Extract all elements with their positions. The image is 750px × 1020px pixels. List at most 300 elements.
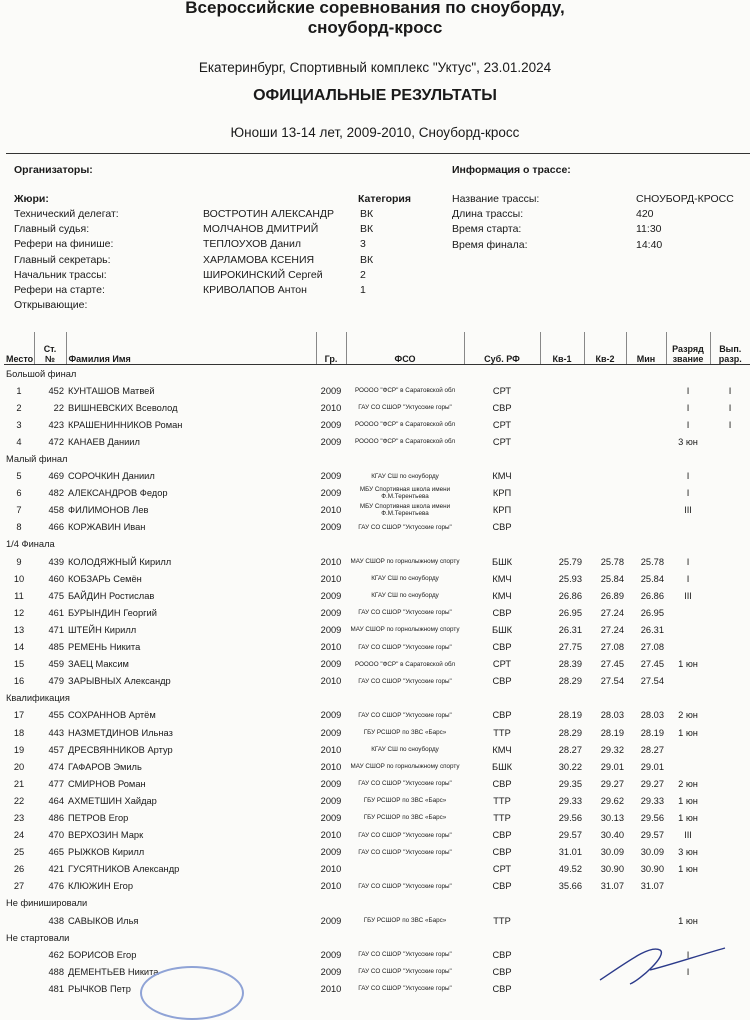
cell-bib: 474 — [48, 761, 64, 772]
cell-rank: I — [686, 419, 690, 430]
cell-name: ВЕРХОЗИН Марк — [68, 830, 144, 841]
track-label: Время финала: — [452, 238, 528, 251]
cell-rank: I — [686, 402, 690, 413]
cell-fso: ГАУ СО СШОР "Уктусские горы" — [358, 523, 452, 531]
cell-q1 — [540, 433, 584, 450]
jury-cat: ВК — [360, 253, 374, 266]
cell-min: 26.31 — [640, 624, 664, 635]
cell-q1: 29.57 — [558, 830, 582, 841]
cell-q1 — [540, 485, 584, 502]
cell-reg: СВР — [492, 949, 512, 960]
cell-name: ДЕМЕНТЬЕВ Никита — [68, 966, 159, 977]
cell-fso: РОООО "ФСР" в Саратовской обл — [354, 660, 456, 668]
cell-bib: 479 — [48, 676, 64, 687]
cell-bib: 470 — [48, 830, 64, 841]
cell-done — [710, 604, 750, 621]
cell-rank — [666, 758, 710, 775]
cell-bib: 438 — [48, 915, 64, 926]
cell-done — [710, 775, 750, 792]
cell-place: 6 — [16, 488, 22, 499]
track-label: Название трассы: — [452, 193, 540, 205]
jury-cat: ВК — [360, 223, 374, 236]
cell-done — [710, 861, 750, 878]
col-name: Фамилия Имя — [66, 332, 316, 365]
cell-year: 2010 — [320, 830, 342, 841]
table-header-row — [4, 332, 750, 365]
cell-bib: 481 — [48, 983, 64, 994]
cell-q1: 28.29 — [558, 727, 582, 738]
cell-place — [4, 963, 34, 980]
jury-label: Жюри: — [14, 193, 49, 205]
cell-q2: 27.08 — [600, 642, 624, 653]
cell-min: 29.01 — [640, 761, 664, 772]
cell-q1: 28.19 — [558, 710, 582, 721]
cell-reg: СВР — [492, 642, 512, 653]
cell-rank: 3 юн — [678, 847, 698, 858]
cell-place: 10 — [13, 573, 25, 584]
cell-q1: 30.22 — [558, 761, 582, 772]
cell-q1: 31.01 — [558, 847, 582, 858]
title-line-2: сноуборд-кросс — [307, 18, 443, 37]
cell-place: 9 — [16, 556, 22, 567]
cell-q1: 27.75 — [558, 642, 582, 653]
table-row — [4, 399, 750, 416]
cell-fso: ГАУ СО СШОР "Уктусские горы" — [358, 404, 452, 412]
section-title: Большой финал — [6, 368, 77, 379]
cell-name: ДРЕСВЯННИКОВ Артур — [68, 744, 173, 755]
cell-q1: 29.35 — [558, 778, 582, 789]
cell-place: 27 — [13, 881, 25, 892]
cell-name: КРАШЕНИННИКОВ Роман — [68, 419, 183, 430]
cell-year: 2009 — [320, 915, 342, 926]
table-row — [4, 468, 750, 485]
cell-done — [710, 587, 750, 604]
cell-rank: 1 юн — [678, 727, 698, 738]
cell-name: БОРИСОВ Егор — [68, 949, 137, 960]
cell-reg: СВР — [492, 966, 512, 977]
results-table — [4, 332, 750, 997]
cell-bib: 455 — [48, 710, 64, 721]
cell-name: КЛЮЖИН Егор — [68, 881, 133, 892]
cell-rank: III — [684, 590, 692, 601]
cell-min: 28.03 — [640, 710, 664, 721]
cell-q2 — [584, 912, 626, 929]
cell-fso: ГАУ СО СШОР "Уктусские горы" — [358, 968, 452, 976]
cell-year: 2010 — [320, 761, 342, 772]
cell-q2: 31.07 — [600, 881, 624, 892]
cell-q1: 29.56 — [558, 812, 582, 823]
cell-rank: I — [686, 488, 690, 499]
cell-min: 29.56 — [640, 812, 664, 823]
table-row — [4, 861, 750, 878]
cell-fso: ГАУ СО СШОР "Уктусские горы" — [358, 609, 452, 617]
cell-year: 2009 — [320, 522, 342, 533]
cell-reg: СВР — [492, 830, 512, 841]
cell-place: 5 — [16, 471, 22, 482]
track-value: 420 — [636, 208, 654, 221]
cell-bib: 466 — [48, 522, 64, 533]
jury-name: ТЕПЛОУХОВ Данил — [203, 238, 301, 251]
table-row — [4, 485, 750, 502]
cell-reg: ТТР — [493, 915, 511, 926]
cell-place: 8 — [16, 522, 22, 533]
cell-reg: СВР — [492, 983, 512, 994]
cell-fso: ГБУ РСШОР по ЗВС «Барс» — [363, 917, 447, 925]
cell-fso: ГАУ СО СШОР "Уктусские горы" — [358, 780, 452, 788]
cell-reg: СВР — [492, 522, 512, 533]
cell-reg: ТТР — [493, 795, 511, 806]
jury-name: ШИРОКИНСКИЙ Сергей — [203, 268, 323, 281]
jury-name: ХАРЛАМОВА КСЕНИЯ — [203, 253, 315, 266]
cell-done — [710, 827, 750, 844]
cell-fso: МБУ Спортивная школа имени Ф.М.Терентьева — [359, 486, 451, 501]
cell-place: 12 — [13, 607, 25, 618]
cell-q2: 27.54 — [600, 676, 624, 687]
cell-bib: 421 — [48, 864, 64, 875]
cell-bib: 458 — [48, 505, 64, 516]
cell-q1: 28.39 — [558, 659, 582, 670]
cell-done — [710, 553, 750, 570]
cell-rank — [666, 621, 710, 638]
cell-done: I — [728, 385, 732, 396]
section-header — [4, 365, 750, 383]
cell-year: 2010 — [320, 505, 342, 516]
cell-min: 29.33 — [640, 795, 664, 806]
cell-q1 — [540, 382, 584, 399]
title-line-1: Всероссийские соревнования по сноуборду, — [185, 0, 565, 17]
cell-bib: 452 — [48, 385, 64, 396]
cell-q2: 29.01 — [600, 761, 624, 772]
col-bib: Ст. № — [34, 332, 66, 365]
table-row — [4, 639, 750, 656]
official-results-heading: ОФИЦИАЛЬНЫЕ РЕЗУЛЬТАТЫ — [253, 87, 497, 104]
table-row — [4, 673, 750, 690]
cell-fso: РОООО "ФСР" в Саратовской обл — [354, 438, 456, 446]
table-row — [4, 809, 750, 826]
cell-place: 14 — [13, 642, 25, 653]
cell-done — [710, 502, 750, 519]
cell-rank: 1 юн — [678, 915, 698, 926]
cell-fso: МАУ СШОР по горнолыжному спорту — [350, 558, 460, 566]
cell-place: 7 — [16, 505, 22, 516]
cell-rank — [666, 639, 710, 656]
cell-min — [626, 502, 666, 519]
cell-year: 2010 — [320, 983, 342, 994]
signature — [590, 940, 730, 988]
cell-q1 — [540, 416, 584, 433]
cell-fso: ГАУ СО СШОР "Уктусские горы" — [358, 985, 452, 993]
cell-q2: 25.84 — [600, 573, 624, 584]
cell-q2: 29.27 — [600, 778, 624, 789]
cell-min — [626, 468, 666, 485]
cell-q2: 30.90 — [600, 864, 624, 875]
cell-name: БУРЫНДИН Георгий — [68, 607, 157, 618]
cell-reg: БШК — [491, 761, 513, 772]
cell-done — [710, 656, 750, 673]
table-row — [4, 758, 750, 775]
section-header — [4, 895, 750, 912]
cell-place: 26 — [13, 864, 25, 875]
cell-year: 2009 — [320, 624, 342, 635]
cell-rank: I — [686, 471, 690, 482]
cell-name: АЛЕКСАНДРОВ Федор — [68, 488, 168, 499]
cell-done — [710, 912, 750, 929]
cell-q1: 26.31 — [558, 624, 582, 635]
cell-rank: 1 юн — [678, 812, 698, 823]
cell-year: 2010 — [320, 744, 342, 755]
cell-min: 28.27 — [640, 744, 664, 755]
cell-reg: СРТ — [492, 385, 512, 396]
cell-bib: 22 — [53, 402, 64, 413]
cell-name: РЕМЕНЬ Никита — [68, 642, 141, 653]
cell-fso — [346, 861, 464, 878]
cell-year: 2009 — [320, 590, 342, 601]
cell-name: САВЫКОВ Илья — [68, 915, 139, 926]
cell-bib: 485 — [48, 642, 64, 653]
cell-q2 — [584, 433, 626, 450]
cell-fso: МБУ Спортивная школа имени Ф.М.Терентьева — [359, 503, 451, 518]
cell-fso: КГАУ СШ по сноуборду — [371, 575, 439, 583]
cell-q1 — [540, 963, 584, 980]
cell-bib: 471 — [48, 624, 64, 635]
cell-q2: 27.45 — [600, 659, 624, 670]
cell-q2: 26.89 — [600, 590, 624, 601]
jury-role: Рефери на финише: — [14, 238, 114, 251]
cell-fso: ГАУ СО СШОР "Уктусские горы" — [358, 951, 452, 959]
cell-name: СОРОЧКИН Даниил — [68, 471, 155, 482]
cell-fso: ГБУ РСШОР по ЗВС «Барс» — [363, 814, 447, 822]
jury-name: КРИВОЛАПОВ Антон — [203, 284, 307, 296]
cell-place: 3 — [16, 419, 22, 430]
cell-fso: ГАУ СО СШОР "Уктусские горы" — [358, 882, 452, 890]
cell-bib: 459 — [48, 659, 64, 670]
cell-year: 2009 — [320, 847, 342, 858]
jury-name: МОЛЧАНОВ ДМИТРИЙ — [203, 223, 319, 236]
cell-q1: 25.93 — [558, 573, 582, 584]
cell-place: 21 — [13, 778, 25, 789]
cell-q2: 25.78 — [600, 556, 624, 567]
cell-q1: 49.52 — [558, 864, 582, 875]
jury-cat: 1 — [360, 284, 366, 296]
cell-year: 2009 — [320, 812, 342, 823]
cell-year: 2009 — [320, 949, 342, 960]
cell-q2: 28.03 — [600, 710, 624, 721]
cell-place: 2 — [16, 402, 22, 413]
cell-name: КОРЖАВИН Иван — [68, 522, 146, 533]
jury-role: Технический делегат: — [14, 208, 119, 220]
official-stamp — [140, 966, 244, 1020]
cell-q2: 30.40 — [600, 830, 624, 841]
cell-rank: 2 юн — [678, 778, 698, 789]
cell-rank — [666, 673, 710, 690]
cell-rank: III — [684, 505, 692, 516]
cell-rank — [666, 519, 710, 536]
cell-name: ШТЕЙН Кирилл — [68, 624, 137, 635]
cell-year: 2009 — [320, 727, 342, 738]
cell-bib: 443 — [48, 727, 64, 738]
cell-reg: КМЧ — [492, 590, 512, 601]
cell-min: 27.08 — [640, 642, 664, 653]
table-row — [4, 570, 750, 587]
cell-year: 2009 — [320, 659, 342, 670]
col-region: Суб. РФ — [464, 332, 540, 365]
col-min: Мин — [626, 332, 666, 365]
col-q1: Кв-1 — [540, 332, 584, 365]
cell-rank — [666, 604, 710, 621]
cell-year: 2010 — [320, 864, 342, 875]
cell-min — [626, 399, 666, 416]
cell-year: 2010 — [320, 556, 342, 567]
cell-name: КАНАЕВ Даниил — [68, 436, 140, 447]
cell-rank: 1 юн — [678, 795, 698, 806]
table-row — [4, 827, 750, 844]
cell-q2: 29.32 — [600, 744, 624, 755]
cell-q2 — [584, 382, 626, 399]
table-row — [4, 553, 750, 570]
cell-q2: 30.13 — [600, 812, 624, 823]
cell-q1 — [540, 519, 584, 536]
cell-q1: 29.33 — [558, 795, 582, 806]
cell-name: АХМЕТШИН Хайдар — [68, 795, 157, 806]
cell-year: 2009 — [320, 607, 342, 618]
cell-fso: ГБУ РСШОР по ЗВС «Барс» — [363, 729, 447, 737]
cell-bib: 472 — [48, 436, 64, 447]
cell-reg: КРП — [492, 488, 512, 499]
table-row — [4, 587, 750, 604]
cell-min — [626, 912, 666, 929]
cell-done — [710, 433, 750, 450]
cell-fso: РОООО "ФСР" в Саратовской обл — [354, 387, 456, 395]
cell-reg: СРТ — [492, 659, 512, 670]
cell-done — [710, 468, 750, 485]
cell-name: ВИШНЕВСКИХ Всеволод — [68, 402, 178, 413]
cell-year: 2009 — [320, 778, 342, 789]
section-title: 1/4 Финала — [6, 539, 55, 550]
section-header — [4, 450, 750, 467]
cell-rank — [666, 741, 710, 758]
cell-fso: ГАУ СО СШОР "Уктусские горы" — [358, 848, 452, 856]
cell-q2: 30.09 — [600, 847, 624, 858]
cell-bib: 475 — [48, 590, 64, 601]
cell-bib: 439 — [48, 556, 64, 567]
venue-date: Екатеринбург, Спортивный комплекс "Уктус", 23.01.2024 — [198, 60, 552, 75]
cell-rank: 1 юн — [678, 659, 698, 670]
cell-reg: КМЧ — [492, 573, 512, 584]
cell-done — [710, 485, 750, 502]
cell-place: 19 — [13, 744, 25, 755]
cell-fso: КГАУ СШ по сноуборду — [371, 472, 439, 480]
cell-place: 22 — [13, 795, 25, 806]
cell-bib: 486 — [48, 812, 64, 823]
cell-name: КОБЗАРЬ Семён — [68, 573, 142, 584]
cell-reg: ТТР — [493, 727, 511, 738]
cell-done: I — [728, 419, 732, 430]
cell-fso: ГАУ СО СШОР "Уктусские горы" — [358, 677, 452, 685]
cell-place — [4, 912, 34, 929]
cell-reg: СВР — [492, 607, 512, 618]
cell-rank: I — [686, 385, 690, 396]
cell-reg: СВР — [492, 847, 512, 858]
cell-reg: КМЧ — [492, 471, 512, 482]
cell-rank: 2 юн — [678, 710, 698, 721]
jury-cat: 3 — [360, 238, 366, 251]
cell-reg: КРП — [492, 505, 512, 516]
jury-cat: 2 — [360, 268, 366, 281]
cell-fso: ГАУ СО СШОР "Уктусские горы" — [358, 643, 452, 651]
cell-name: КУНТАШОВ Матвей — [68, 385, 155, 396]
cell-q1: 28.29 — [558, 676, 582, 687]
cell-q2: 27.24 — [600, 607, 624, 618]
cell-place: 4 — [16, 436, 22, 447]
cell-reg: СРТ — [492, 864, 512, 875]
cell-min: 29.27 — [640, 778, 664, 789]
cell-year: 2010 — [320, 881, 342, 892]
cell-done — [710, 519, 750, 536]
cell-name: КОЛОДЯЖНЫЙ Кирилл — [68, 556, 172, 567]
jury-role: Главный судья: — [14, 223, 90, 236]
table-row — [4, 621, 750, 638]
cell-rank: I — [686, 949, 690, 960]
cell-place: 13 — [13, 624, 25, 635]
col-place: Место — [4, 332, 34, 365]
cell-reg: СВР — [492, 402, 512, 413]
cell-min: 27.54 — [640, 676, 664, 687]
cell-min: 25.78 — [640, 556, 664, 567]
cell-bib: 476 — [48, 881, 64, 892]
table-row — [4, 382, 750, 399]
cell-min — [626, 433, 666, 450]
cell-place: 20 — [13, 761, 25, 772]
col-done: Вып. разр. — [710, 332, 750, 365]
cell-fso: РОООО "ФСР" в Саратовской обл — [354, 421, 456, 429]
cell-year: 2010 — [320, 676, 342, 687]
table-row — [4, 416, 750, 433]
cell-name: ГАФАРОВ Эмиль — [68, 761, 142, 772]
cell-rank: I — [686, 966, 690, 977]
cell-year: 2009 — [320, 419, 342, 430]
cell-bib: 469 — [48, 471, 64, 482]
col-q2: Кв-2 — [584, 332, 626, 365]
cell-done — [710, 809, 750, 826]
divider — [6, 153, 750, 154]
cell-fso: КГАУ СШ по сноуборду — [371, 746, 439, 754]
cell-done — [710, 621, 750, 638]
cell-rank: I — [686, 573, 690, 584]
cell-done: I — [728, 402, 732, 413]
table-row — [4, 844, 750, 861]
jury-role: Рефери на старте: — [14, 284, 105, 296]
cell-min — [626, 416, 666, 433]
cell-q2 — [584, 502, 626, 519]
cell-done — [710, 639, 750, 656]
cell-name: ПЕТРОВ Егор — [68, 812, 129, 823]
cell-year: 2009 — [320, 710, 342, 721]
cell-year: 2009 — [320, 795, 342, 806]
category-header: Категория — [358, 193, 412, 205]
cell-q1 — [540, 502, 584, 519]
cell-bib: 465 — [48, 847, 64, 858]
cell-year: 2009 — [320, 488, 342, 499]
cell-bib: 488 — [48, 966, 64, 977]
cell-reg: СВР — [492, 676, 512, 687]
cell-done — [710, 758, 750, 775]
cell-q1: 26.95 — [558, 607, 582, 618]
cell-q1: 26.86 — [558, 590, 582, 601]
cell-year: 2010 — [320, 642, 342, 653]
cell-fso: МАУ СШОР по горнолыжному спорту — [350, 763, 460, 771]
cell-year: 2009 — [320, 385, 342, 396]
cell-min: 26.95 — [640, 607, 664, 618]
